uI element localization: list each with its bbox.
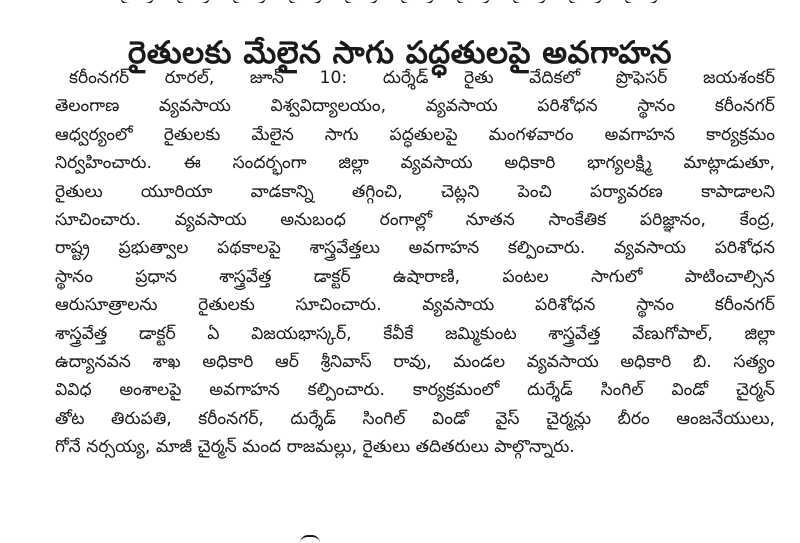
body-line: రైతులు యూరియా వాడకాన్ని తగ్గించి, చెట్లని పెంచి పర్యావరణ కాపాడాలని	[55, 181, 775, 202]
bottom-clipped-glyph	[300, 535, 320, 543]
article-body	[55, 64, 775, 461]
body-line: ఉద్యానవన శాఖ అధికారి ఆర్ శ్రీనివాస్ రావు, మండల వ్యవసాయ అధికారి బి. సత్యం	[55, 351, 775, 372]
body-line: నిర్వహించారు. ఈ సందర్భంగా జిల్లా వ్యవసాయ అధికారి భాగ్యలక్ష్మి మాట్లాడుతూ,	[55, 153, 775, 174]
body-line: గోనే నర్సయ్య, మాజీ చైర్మన్ మంద రాజమల్లు, రైతులు తదితరులు పాల్గొన్నారు.	[55, 437, 575, 458]
body-line: తెలంగాణ వ్యవసాయ విశ్వవిద్యాలయం, వ్యవసాయ పరిశోధన స్థానం కరీంనగర్	[55, 96, 775, 117]
body-line: తోట తిరుపతి, కరీంనగర్, దుర్శేడ్ సింగిల్ విండో వైస్ చైర్మన్లు బీరం ఆంజనేయులు,	[55, 408, 775, 429]
article-headline: రైతులకు మేలైన సాగు పద్ధతులపై అవగాహన	[127, 34, 673, 71]
body-line: సూచించారు. వ్యవసాయ అనుబంధ రంగాల్లో నూతన సాంకేతిక పరిజ్ఞానం, కేంద్ర,	[55, 209, 775, 230]
body-line: కరీంనగర్ రూరల్, జూన్ 10: దుర్శేడ్ రైతు వేదికలో ప్రొఫెసర్ జయశంకర్	[69, 68, 775, 88]
body-line: శాస్త్రవేత్త డాక్టర్ ఏ విజయభాస్కర్, కేవీకే జమ్మికుంట శాస్త్రవేత్త వేణుగోపాల్, జిల్లా	[55, 323, 775, 344]
body-line: వివిధ అంశాలపై అవగాహన కల్పించారు. కార్యక్రమంలో దుర్శేడ్ సింగిల్ విండో చైర్మన్	[55, 380, 775, 401]
body-line: స్థానం ప్రధాన శాస్త్రవేత్త డాక్టర్ ఉషారాణి, పంటల సాగులో పాటించాల్సిన	[55, 266, 775, 287]
body-line: రాష్ట్ర ప్రభుత్వాల పథకాలపై శాస్త్రవేత్తలు అవగాహన కల్పించారు. వ్యవసాయ పరిశోధన	[55, 238, 775, 259]
top-clipped-text	[120, 0, 680, 3]
body-line: ఆరుసూత్రాలను రైతులకు సూచించారు. వ్యవసాయ పరిశోధన స్థానం కరీంనగర్	[55, 295, 775, 316]
body-line: ఆధ్వర్యంలో రైతులకు మేలైన సాగు పద్ధతులపై మంగళవారం అవగాహన కార్యక్రమం	[55, 124, 775, 145]
